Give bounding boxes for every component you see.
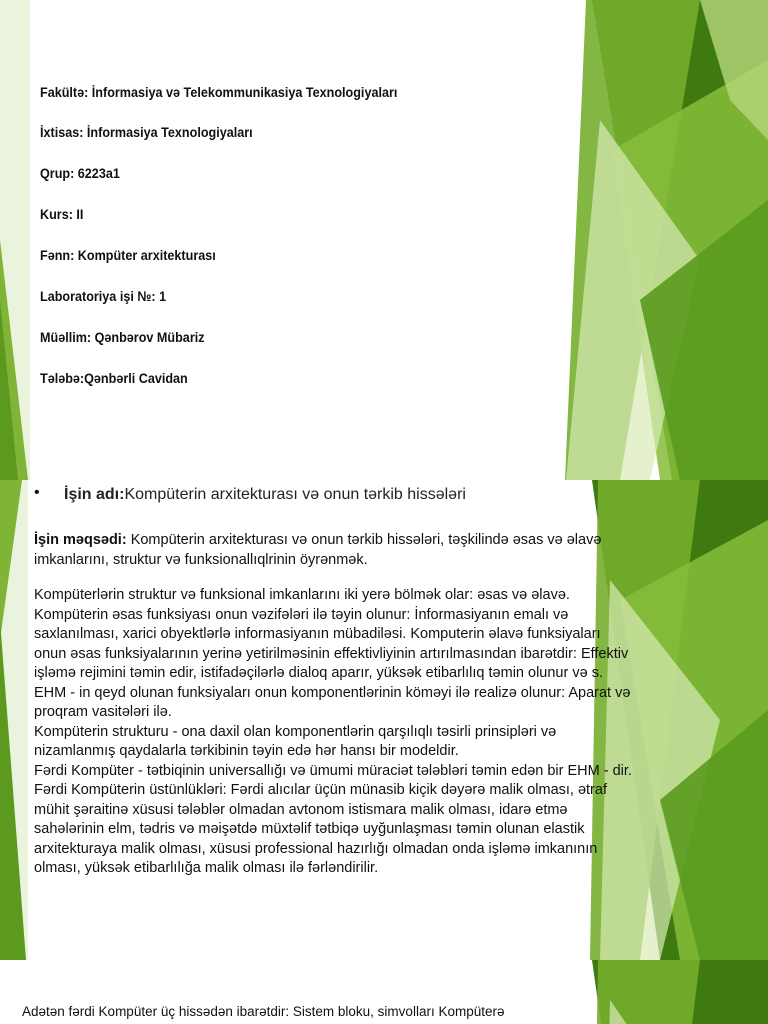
work-body: Kompüterlərin struktur və funksional imkanlarını iki yerə bölmək olar: əsas və əlavə. Kompüterin əsas funksiyası onun vəzifələri ilə təyin olunur: İnformasiyanın emalı və saxlanılması, xarici obyektlərlə informasiyanın mübadiləsi. Komputerin əlavə funksiyaları onun əsas funksiyalarının yerinə yetirilməsinin effektivliyinin artırılmasından ibarətdir: Effektiv işləmə rejimini təmin edir, istifadəçilərlə dialoq aparır, yüksək etibarlılıq təmin olunur və s. EHM - in qeyd olunan funksiyaları onun komponentlərinin köməyi ilə realizə olunur: Aparat və proqram vasitələri ilə. Kompüterin strukturu - ona daxil olan komponentlərin qarşılıqlı təsirli prinsipləri və nizamlanmış qaydalarla tərkibinin təyin edə hər hansı bir modeldir. Fərdi Kompüter - tətbiqinin universallığı və ümumi müraciət tələbləri təmin edən bir EHM - dir. Fərdi Kompüterin üstünlükləri: Fərdi alıcılar üçün münasib kiçik dəyərə malik olması, ətraf mühit şəraitinə xüsusi tələblər olmadan avtonom istismara malik olması, idarə etmə sahələrinin elm, tədris və məişətdə müxtəlif tətbiqə uyğunlaşması təmin olunan elastik arxitekturaya malik olması, xüsusi professional hazırlığı olmadan onda işləmə imkanının olması, yüksək etibarlılığa malik olması ilə fərləndirilir. [34, 587, 632, 876]
bullet-icon: • [34, 484, 40, 501]
slide3-text: Adətən fərdi Kompüter üç hissədən ibarətdir: Sistem bloku, simvolları Kompüterə [22, 1004, 505, 1019]
info-specialty: İxtisas: İnformasiya Texnologiyaları [40, 124, 253, 140]
work-title [64, 484, 584, 506]
work-goal [34, 530, 634, 570]
info-subject: Fənn: Kompüter arxitekturası [40, 247, 216, 263]
slide-3 [0, 960, 768, 1024]
info-faculty: Fakültə: İnformasiya və Telekommunikasiya Texnologiyaları [40, 84, 398, 100]
info-lab-number: Laboratoriya işi №: 1 [40, 288, 167, 304]
work-goal-text: Kompüterin arxitekturası və onun tərkib hissələri, təşkilində əsas və əlavə imkanlarını, struktur və funksionallıqlrinin öyrənmək. [34, 532, 602, 568]
slide-2 [0, 480, 768, 960]
slide-1 [0, 0, 768, 480]
info-course: Kurs: II [40, 206, 84, 222]
info-student: Tələbə:Qənbərli Cavidan [40, 370, 188, 386]
info-group: Qrup: 6223a1 [40, 165, 120, 181]
content-area [0, 480, 640, 960]
info-teacher: Müəllim: Qənbərov Mübariz [40, 329, 205, 345]
green-decoration [0, 0, 768, 480]
work-title-label: İşin adı: [64, 486, 125, 503]
work-goal-label: İşin məqsədi: [34, 532, 127, 548]
work-title-text: Kompüterin arxitekturası və onun tərkib hissələri [124, 486, 466, 503]
